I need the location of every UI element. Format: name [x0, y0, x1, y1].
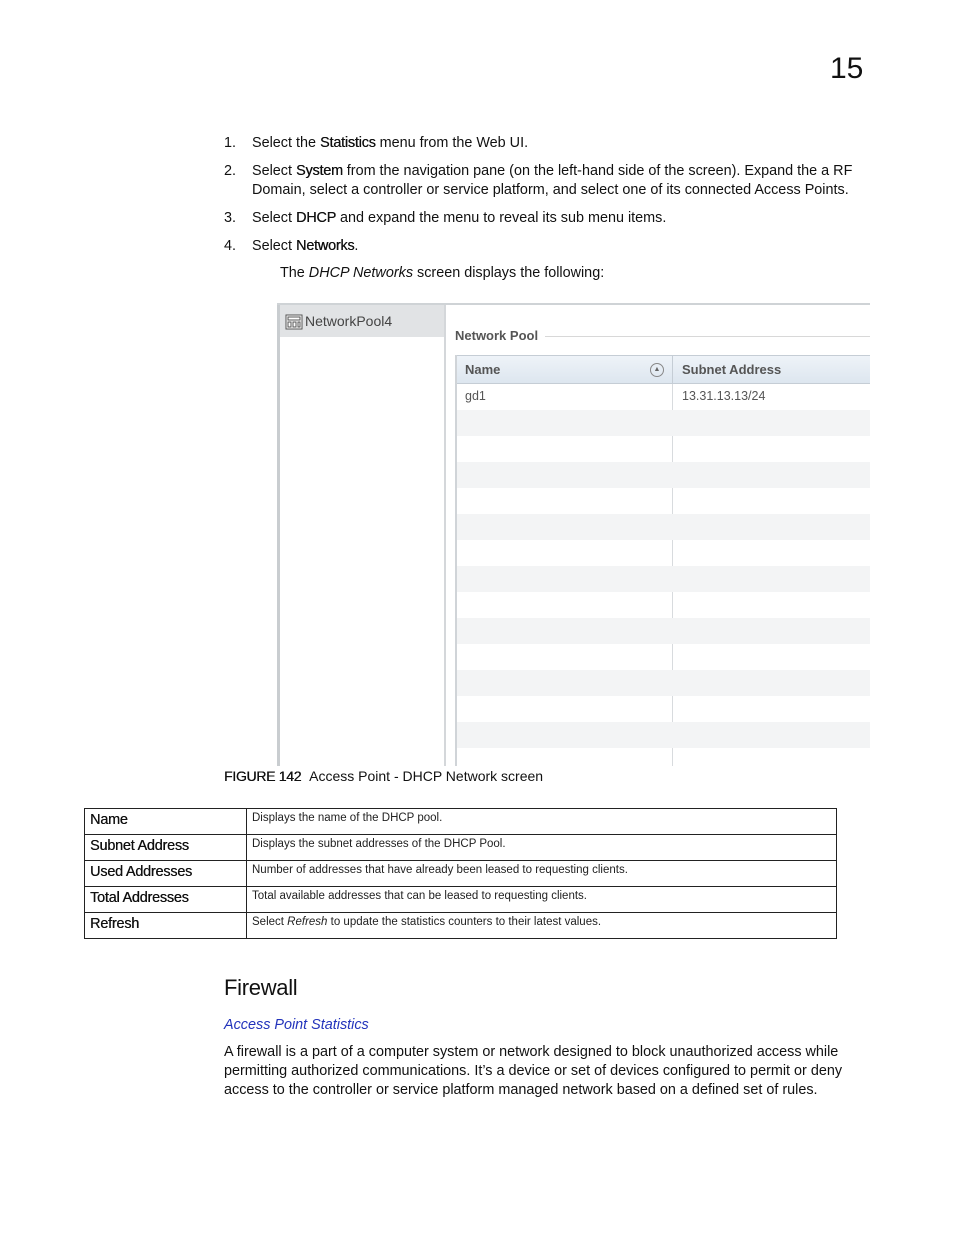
empty-row: [457, 540, 870, 566]
empty-row: [457, 748, 870, 766]
field-description: Select Refresh to update the statistics counters to their latest values.: [247, 913, 837, 939]
step-item: 4. Select Networks.: [224, 238, 359, 254]
field-description: Total available addresses that can be leased to requesting clients.: [247, 887, 837, 913]
cell-subnet-address: 13.31.13.13/24: [682, 389, 766, 403]
firewall-paragraph: A firewall is a part of a computer system or network designed to block unauthorized access while permitting authorized communications. It’s a device or set of devices configured to permit or deny access to the controller or service platform managed network based on a defined set of rules.: [224, 1044, 843, 1098]
field-description: Displays the name of the DHCP pool.: [247, 809, 837, 835]
empty-row: [457, 566, 870, 592]
section-title: Firewall: [224, 975, 298, 1000]
table-row: [85, 913, 837, 939]
table-row: [85, 809, 837, 835]
grid-header: [457, 355, 870, 384]
intro-text: The DHCP Networks screen displays the following:: [280, 265, 605, 281]
empty-row: [457, 618, 870, 644]
empty-row: [457, 462, 870, 488]
tree-item-label: NetworkPool4: [305, 313, 393, 329]
empty-row: [457, 670, 870, 696]
group-divider: [545, 336, 870, 337]
step-item: 1. Select the Statistics menu from the Web UI.: [224, 135, 529, 151]
field-description-table: [84, 808, 837, 939]
group-title: Network Pool: [455, 328, 539, 343]
chapter-number: 15: [830, 52, 864, 85]
grid-rows: [457, 384, 870, 766]
column-header-subnet-address[interactable]: Subnet Address: [682, 362, 782, 377]
field-name: Refresh: [85, 913, 247, 939]
tree-item-networkpool[interactable]: [280, 305, 444, 337]
field-description: Displays the subnet addresses of the DHCP Pool.: [247, 835, 837, 861]
empty-row: [457, 592, 870, 618]
table-row: [85, 887, 837, 913]
tree-pane: [277, 305, 446, 766]
field-description: Number of addresses that have already been leased to requesting clients.: [247, 861, 837, 887]
empty-row: [457, 644, 870, 670]
figure-caption: FIGURE 142 Access Point - DHCP Network screen: [224, 768, 544, 784]
column-header-name[interactable]: Name: [465, 362, 501, 377]
empty-row: [457, 696, 870, 722]
step-item: 2. Select System from the navigation pane (on the left-hand side of the screen). Expand the a RF Domain, select a controller or service platform, and select one of its connected Access Points.: [224, 163, 853, 198]
step-item: 3. Select DHCP and expand the menu to reveal its sub menu items.: [224, 210, 667, 226]
step-list: [224, 134, 874, 265]
dhcp-network-screenshot: [277, 303, 870, 766]
table-row: [85, 835, 837, 861]
network-pool-icon: [285, 314, 303, 330]
empty-row: [457, 410, 870, 436]
table-row: [85, 861, 837, 887]
table-row[interactable]: [457, 384, 870, 410]
empty-row: [457, 488, 870, 514]
field-name: Subnet Address: [85, 835, 247, 861]
empty-row: [457, 514, 870, 540]
field-name: Total Addresses: [85, 887, 247, 913]
field-name: Name: [85, 809, 247, 835]
network-pool-grid: [455, 355, 870, 766]
column-divider: [672, 356, 673, 383]
access-point-statistics-link[interactable]: Access Point Statistics: [224, 1017, 369, 1033]
sort-ascending-icon[interactable]: ▲: [650, 363, 664, 377]
field-name: Used Addresses: [85, 861, 247, 887]
empty-row: [457, 436, 870, 462]
empty-row: [457, 722, 870, 748]
cell-name: gd1: [465, 389, 486, 403]
